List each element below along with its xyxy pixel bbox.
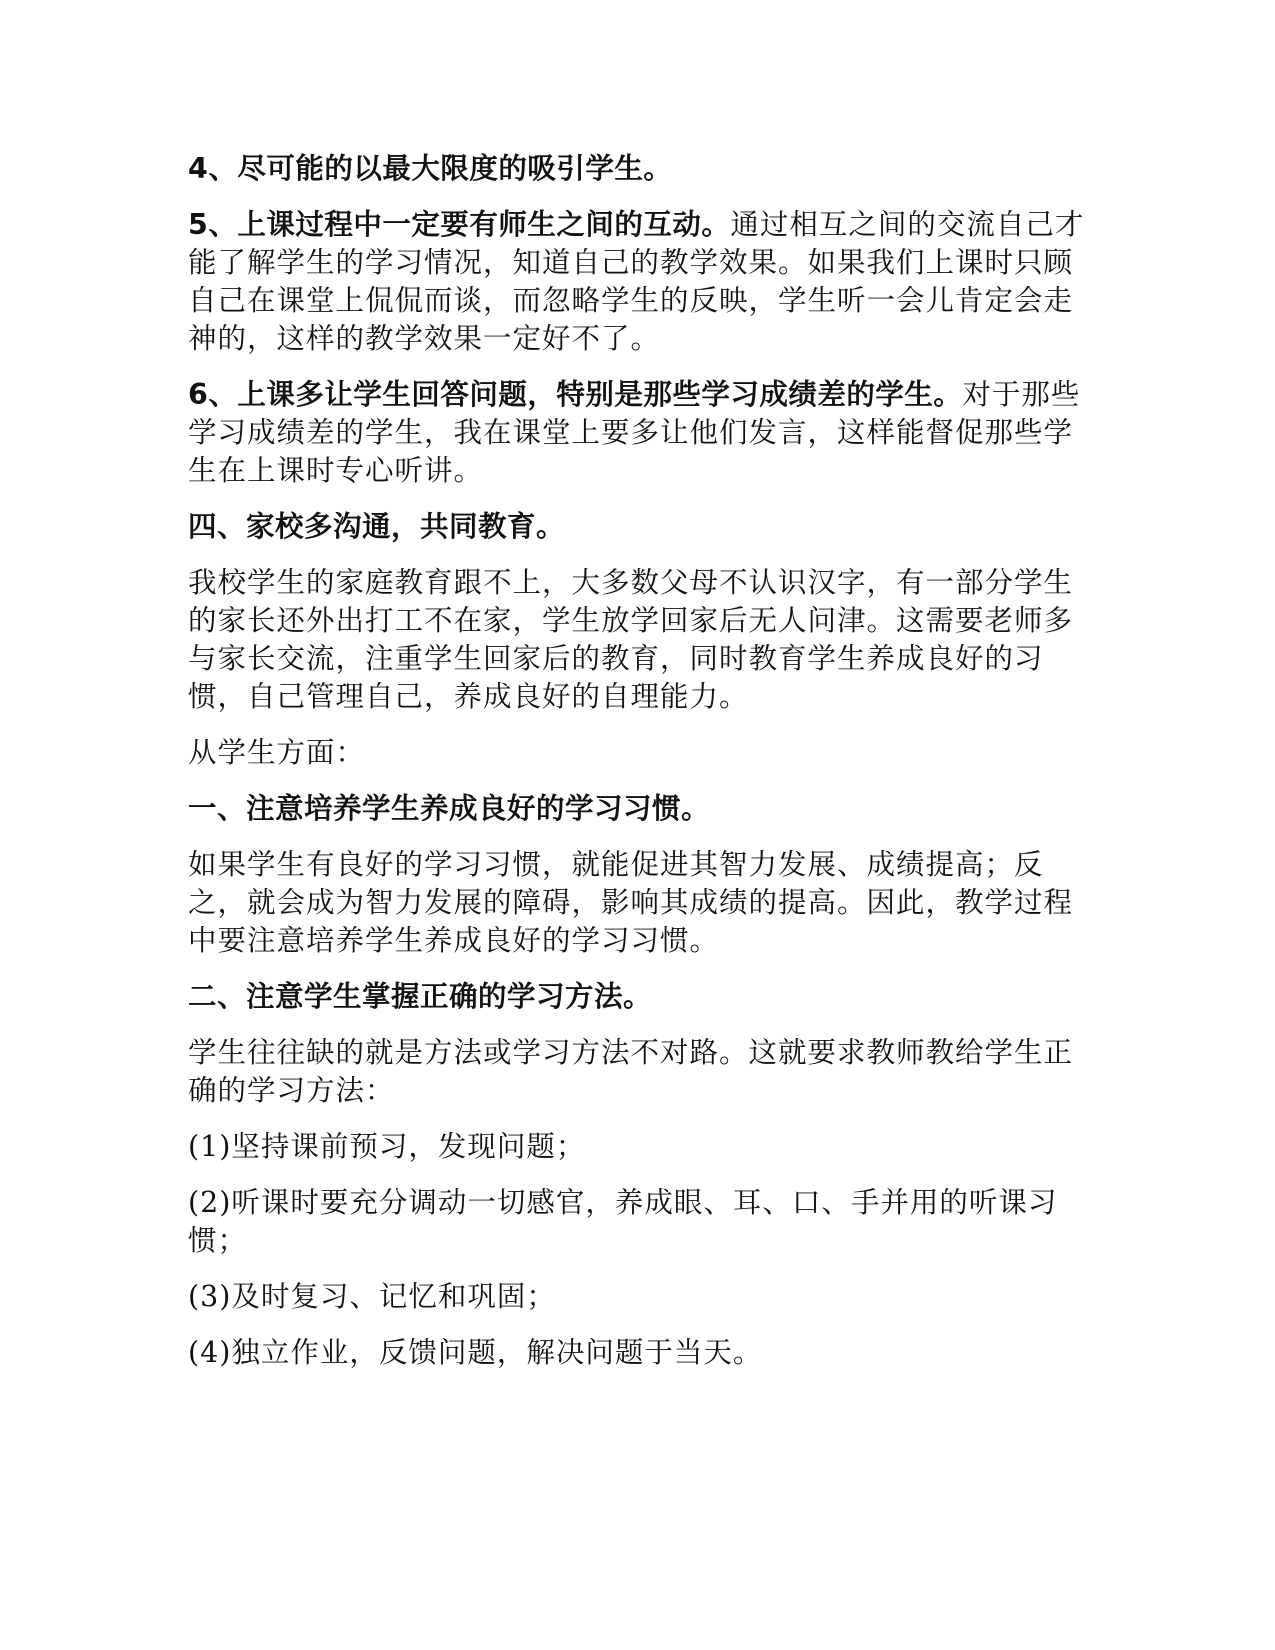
list-item-5	[188, 206, 1088, 358]
heading-text: 二、注意学生掌握正确的学习方法。	[188, 980, 653, 1013]
heading-text: 4、尽可能的以最大限度的吸引学生。	[188, 152, 673, 185]
body-text: 对于那些学习成绩差的学生，我在课堂上要多让他们发言，这样能督促那些学生在上课时专心听讲。	[188, 378, 1081, 487]
list-item-4	[188, 150, 1088, 188]
body-text: (3)及时复习、记忆和巩固；	[188, 1280, 556, 1313]
body-text: 通过相互之间的交流自己才能了解学生的学习情况，知道自己的教学效果。如果我们上课时只顾自己在课堂上侃侃而谈，而忽略学生的反映，学生听一会儿肯定会走神的，这样的教学效果一定好不了。	[188, 208, 1085, 355]
paragraph-home-school	[188, 564, 1088, 716]
method-item-3	[188, 1278, 1088, 1316]
paragraph-student-aspect	[188, 734, 1088, 772]
method-item-4	[188, 1334, 1088, 1372]
body-text: 学生往往缺的就是方法或学习方法不对路。这就要求教师教给学生正确的学习方法：	[188, 1036, 1074, 1107]
body-text: 从学生方面：	[188, 736, 366, 769]
heading-text: 四、家校多沟通，共同教育。	[188, 510, 566, 543]
body-text: (1)坚持课前预习，发现问题；	[188, 1130, 586, 1163]
list-item-6	[188, 376, 1088, 490]
section-heading-4	[188, 508, 1088, 546]
method-item-2	[188, 1184, 1088, 1260]
heading-text: 一、注意培养学生养成良好的学习习惯。	[188, 792, 711, 825]
heading-text: 6、上课多让学生回答问题，特别是那些学习成绩差的学生。	[188, 378, 963, 411]
section-heading-1	[188, 790, 1088, 828]
document-body	[188, 150, 1088, 1390]
body-text: (2)听课时要充分调动一切感官，养成眼、耳、口、手并用的听课习惯；	[188, 1186, 1058, 1257]
method-item-1	[188, 1128, 1088, 1166]
heading-text: 5、上课过程中一定要有师生之间的互动。	[188, 208, 731, 241]
paragraph-methods	[188, 1034, 1088, 1110]
body-text: 如果学生有良好的学习习惯，就能促进其智力发展、成绩提高；反之，就会成为智力发展的障碍，影响其成绩的提高。因此，教学过程中要注意培养学生养成良好的学习习惯。	[188, 848, 1074, 957]
body-text: 我校学生的家庭教育跟不上，大多数父母不认识汉字，有一部分学生的家长还外出打工不在家，学生放学回家后无人问津。这需要老师多与家长交流，注重学生回家后的教育，同时教育学生养成良好的习惯，自己管理自己，养成良好的自理能力。	[188, 566, 1074, 713]
section-heading-2	[188, 978, 1088, 1016]
body-text: (4)独立作业，反馈问题，解决问题于当天。	[188, 1336, 763, 1369]
paragraph-habits	[188, 846, 1088, 960]
